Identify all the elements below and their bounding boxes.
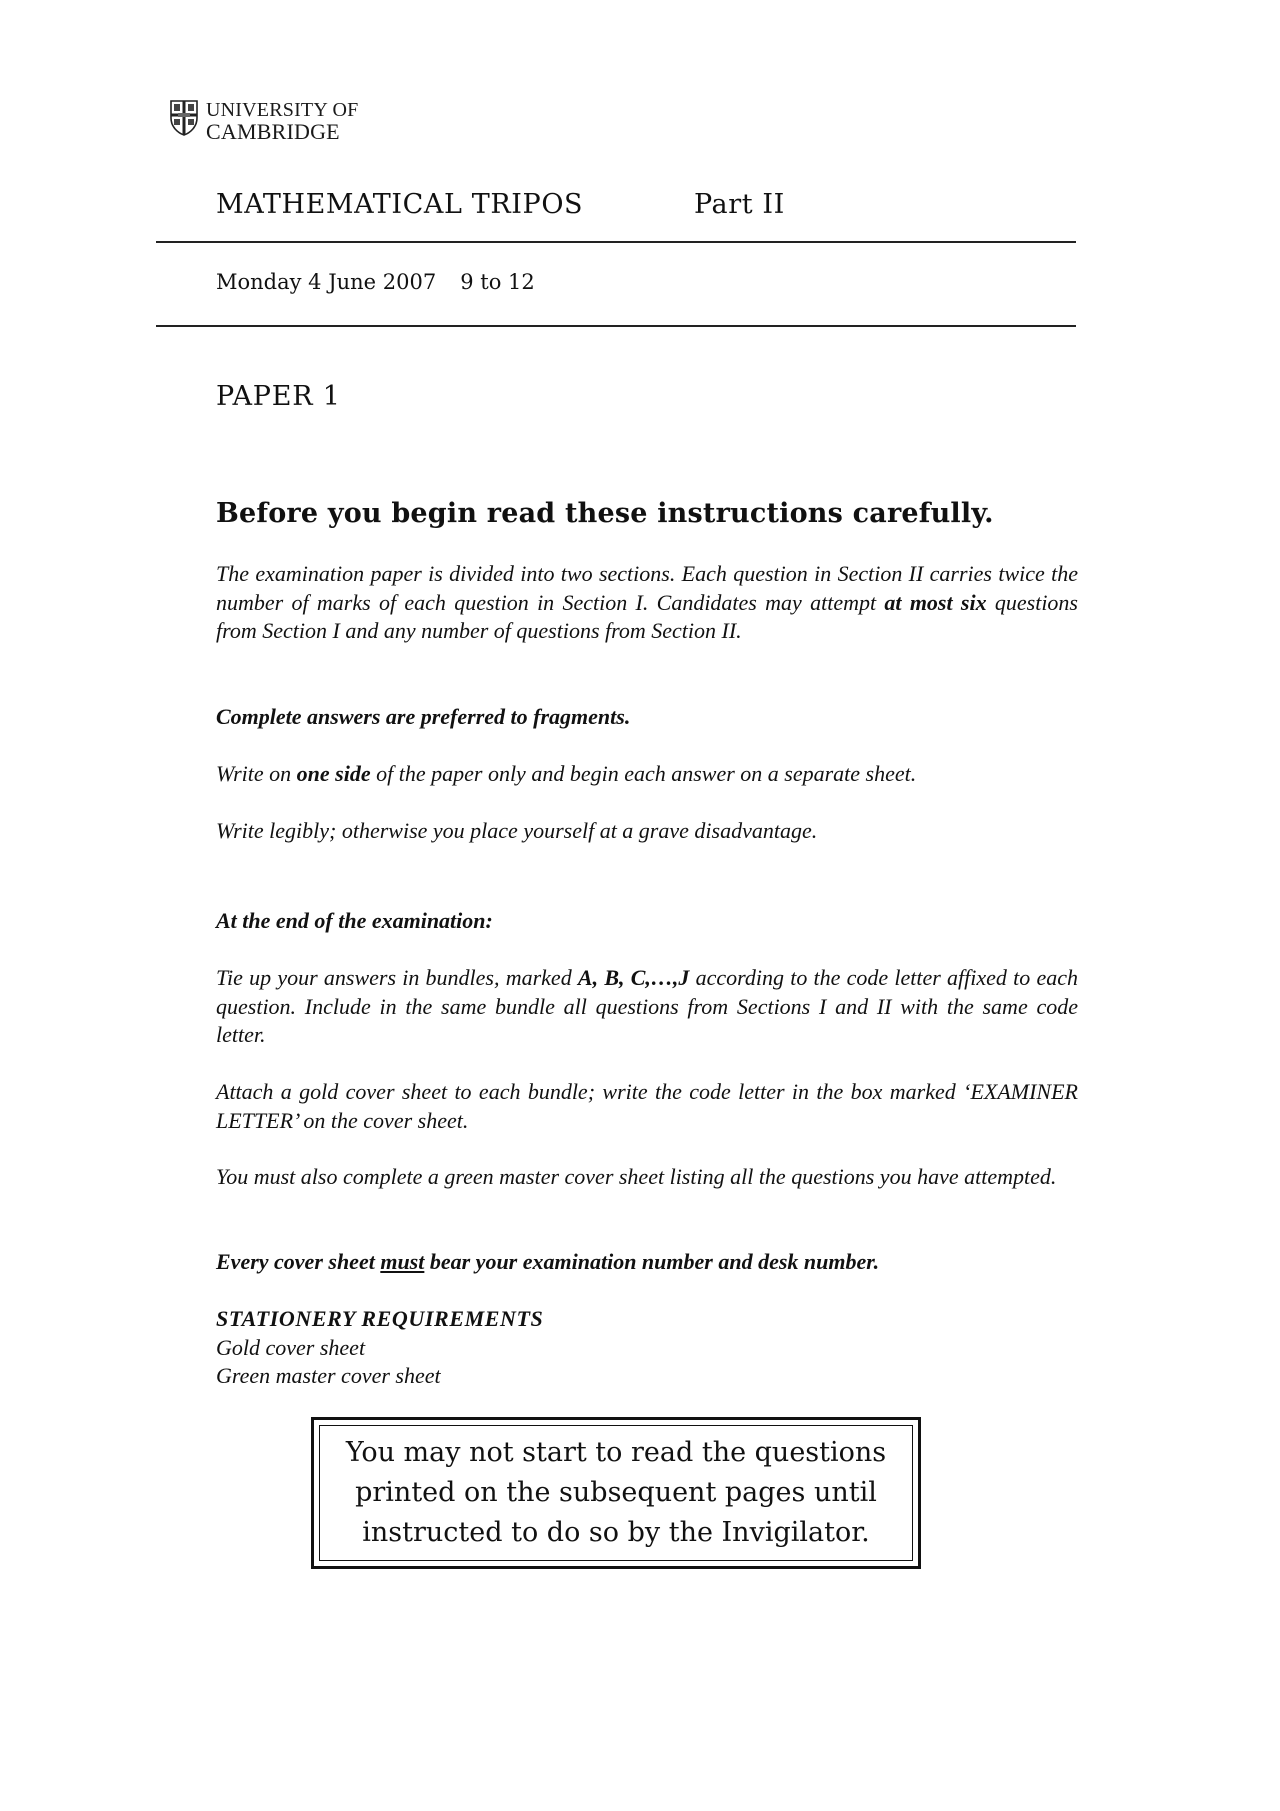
notice-inner-frame [319,1425,913,1561]
stationery-block [216,1305,543,1391]
emphasis-letters: A, B, C,…,J [577,965,690,990]
logo-line-1: UNIVERSITY OF [206,99,359,121]
notice-text [320,1433,912,1553]
instructions-paragraph-legibly: Write legibly; otherwise you place yourself at a grave disadvantage. [216,818,818,843]
instructions-paragraph-complete-answers: Complete answers are preferred to fragments. [216,704,631,729]
text-run: The examination paper is divided into two sections. Each question in Section II carries twice the number of marks of each question in Section I. Candidates may attempt [216,561,1078,615]
exam-time: 9 to 12 [460,270,535,294]
stationery-item: Green master cover sheet [216,1363,441,1388]
notice-line: You may not start to read the questions [345,1437,887,1468]
university-logo [170,100,358,142]
end-paragraph-bundles [216,964,1078,1050]
exam-title: MATHEMATICAL TRIPOS [216,189,584,220]
exam-date: Monday 4 June 2007 [216,270,437,294]
text-run: Tie up your answers in bundles, marked [216,965,578,990]
notice-box [311,1417,921,1569]
exam-part: Part II [694,189,785,220]
logo-line-2: CAMBRIDGE [206,119,340,144]
divider-bottom [156,325,1076,327]
emphasis-must: must [380,1249,425,1274]
text-run: according to the code letter affixed to each question. Include in the same bundle all questions from Sections I and II with the same code letter. [216,965,1078,1047]
instructions-paragraph-sections [216,560,1078,646]
notice-line: printed on the subsequent pages until [355,1477,877,1508]
text-run: Every cover sheet [216,1249,381,1274]
crest-icon [170,100,198,136]
instructions-paragraph-one-side [216,760,1078,789]
exam-date-line [216,270,535,294]
instructions-heading: Before you begin read these instructions carefully. [216,498,994,529]
end-paragraph-every-cover [216,1248,1078,1277]
end-paragraph-gold-cover: Attach a gold cover sheet to each bundle; write the code letter in the box marked ‘EXAMINER LETTER’ on the cover sheet. [216,1079,1078,1133]
emphasis-at-most-six: at most six [884,589,987,615]
text-run: Write on [216,761,297,786]
end-paragraph-green-cover: You must also complete a green master cover sheet listing all the questions you have attempted. [216,1164,1057,1189]
stationery-item: Gold cover sheet [216,1334,366,1360]
text-run: questions from Section I and any number of questions from Section II. [216,589,1078,643]
divider-top [156,241,1076,243]
emphasis-one-side: one side [296,761,371,786]
paper-number: PAPER 1 [216,381,341,412]
text-run: bear your examination number and desk number. [424,1249,880,1274]
end-of-exam-heading: At the end of the examination: [216,908,493,933]
logo-text [206,100,358,142]
text-run: of the paper only and begin each answer on a separate sheet. [370,761,917,786]
notice-line: instructed to do so by the Invigilator. [362,1517,870,1548]
stationery-heading: STATIONERY REQUIREMENTS [216,1306,544,1331]
